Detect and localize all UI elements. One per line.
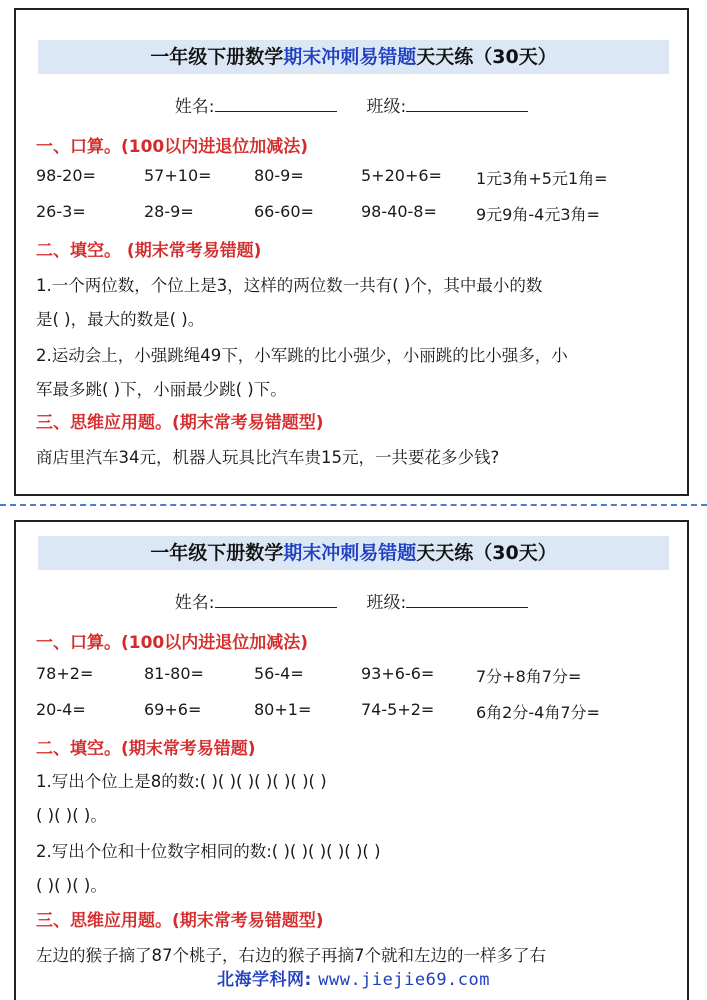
section-heading-fill-blank: 二、填空。(期末常考易错题) [36,739,256,759]
calc-item: 9元9角-4元3角= [476,205,600,224]
title-suffix: 天天练（30天） [416,542,557,564]
name-field[interactable] [215,591,337,608]
question-text: ( )( )( )。 [36,876,107,895]
student-info-row [16,92,687,117]
question-text: 2.写出个位和十位数字相同的数:( )( )( )( )( )( ) [36,842,381,861]
class-field[interactable] [406,95,528,112]
calc-item: 98-20= [36,166,96,185]
calc-item: 5+20+6= [361,166,442,185]
question-text: 军最多跳( )下，小丽最少跳( )下。 [36,380,287,399]
class-field[interactable] [406,591,528,608]
name-label: 姓名: [174,593,215,613]
footer-watermark [0,965,707,990]
calc-item: 98-40-8= [361,202,437,221]
calc-item: 69+6= [144,700,202,719]
section-heading-mental-math: 一、口算。(100以内进退位加减法) [36,633,309,653]
section-heading-word-problem: 三、思维应用题。(期末常考易错题型) [36,413,324,433]
calc-item: 1元3角+5元1角= [476,169,608,188]
class-label: 班级: [366,593,407,613]
question-text: ( )( )( )。 [36,806,107,825]
calc-item: 26-3= [36,202,86,221]
calc-item: 93+6-6= [361,664,435,683]
name-field[interactable] [215,95,337,112]
calc-item: 80-9= [254,166,304,185]
calc-item: 56-4= [254,664,304,683]
calc-item: 6角2分-4角7分= [476,703,600,722]
calc-item: 20-4= [36,700,86,719]
question-text: 1.一个两位数，个位上是3，这样的两位数一共有( )个，其中最小的数 [36,276,543,295]
question-text: 是( )，最大的数是( )。 [36,310,205,329]
worksheet-title [38,536,669,570]
class-label: 班级: [366,97,407,117]
calc-item: 57+10= [144,166,212,185]
section-heading-fill-blank: 二、填空。 (期末常考易错题) [36,241,262,261]
name-label: 姓名: [174,97,215,117]
question-text: 2.运动会上，小强跳绳49下，小军跳的比小强少，小丽跳的比小强多，小 [36,346,568,365]
worksheet-title [38,40,669,74]
cut-line-divider [0,504,707,506]
footer-site-name: 北海学科网: [217,970,312,990]
calc-item: 66-60= [254,202,314,221]
footer-url[interactable]: www.jiejie69.com [318,970,490,990]
title-highlight: 期末冲刺易错题 [283,46,417,68]
calc-item: 80+1= [254,700,312,719]
word-problem-text: 商店里汽车34元，机器人玩具比汽车贵15元，一共要花多少钱? [36,448,500,467]
student-info-row [16,588,687,613]
calc-item: 7分+8角7分= [476,667,582,686]
word-problem-text: 左边的猴子摘了87个桃子，右边的猴子再摘7个就和左边的一样多了右 [36,946,546,965]
calc-item: 28-9= [144,202,194,221]
section-heading-word-problem: 三、思维应用题。(期末常考易错题型) [36,911,324,931]
title-prefix: 一年级下册数学 [150,46,284,68]
title-suffix: 天天练（30天） [416,46,557,68]
section-heading-mental-math: 一、口算。(100以内进退位加减法) [36,137,309,157]
worksheet-card-1 [14,8,689,496]
title-highlight: 期末冲刺易错题 [283,542,417,564]
title-prefix: 一年级下册数学 [150,542,284,564]
calc-item: 81-80= [144,664,204,683]
calc-item: 74-5+2= [361,700,435,719]
calc-item: 78+2= [36,664,94,683]
worksheet-card-2 [14,520,689,1000]
question-text: 1.写出个位上是8的数:( )( )( )( )( )( )( ) [36,772,327,791]
